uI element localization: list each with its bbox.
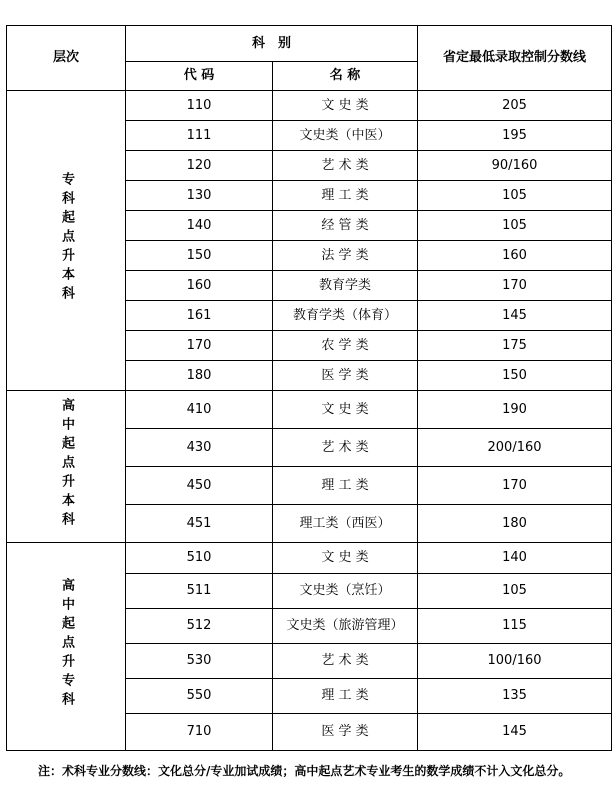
header-category: 科 别: [126, 26, 418, 62]
score-cell: 145: [418, 301, 612, 331]
score-cell: 105: [418, 574, 612, 609]
name-cell: 文史类（旅游管理）: [273, 609, 418, 644]
code-cell: 450: [126, 467, 273, 505]
footnote: 注：术科专业分数线：文化总分/专业加试成绩；高中起点艺术专业考生的数学成绩不计入文化总分。: [38, 764, 571, 778]
code-cell: 180: [126, 361, 273, 391]
score-cell: 170: [418, 467, 612, 505]
name-cell: 文史类（中医）: [273, 121, 418, 151]
name-cell: 理 工 类: [273, 181, 418, 211]
score-cell: 90/160: [418, 151, 612, 181]
score-cell: 180: [418, 505, 612, 543]
score-cell: 115: [418, 609, 612, 644]
score-cell: 175: [418, 331, 612, 361]
name-cell: 艺 术 类: [273, 644, 418, 679]
score-cell: 105: [418, 211, 612, 241]
code-cell: 160: [126, 271, 273, 301]
score-cell: 200/160: [418, 429, 612, 467]
code-cell: 430: [126, 429, 273, 467]
header-level: 层次: [7, 26, 126, 91]
code-cell: 451: [126, 505, 273, 543]
code-cell: 410: [126, 391, 273, 429]
name-cell: 农 学 类: [273, 331, 418, 361]
level-cell: [7, 543, 126, 751]
name-cell: 理工类（西医）: [273, 505, 418, 543]
score-cell: 190: [418, 391, 612, 429]
code-cell: 140: [126, 211, 273, 241]
name-cell: 文 史 类: [273, 543, 418, 574]
level-cell: [7, 91, 126, 391]
admission-score-table: [6, 25, 612, 751]
score-cell: 150: [418, 361, 612, 391]
code-cell: 150: [126, 241, 273, 271]
table-row: [7, 543, 612, 574]
score-cell: 160: [418, 241, 612, 271]
code-cell: 130: [126, 181, 273, 211]
name-cell: 文史类（烹饪）: [273, 574, 418, 609]
name-cell: 理 工 类: [273, 467, 418, 505]
level-label: 高中起点升专科: [59, 578, 74, 711]
code-cell: 170: [126, 331, 273, 361]
name-cell: 医 学 类: [273, 714, 418, 751]
code-cell: 120: [126, 151, 273, 181]
level-label: 专科起点升本科: [59, 172, 74, 305]
code-cell: 550: [126, 679, 273, 714]
code-cell: 510: [126, 543, 273, 574]
code-cell: 530: [126, 644, 273, 679]
name-cell: 经 管 类: [273, 211, 418, 241]
header-name: 名 称: [273, 62, 418, 91]
score-cell: 195: [418, 121, 612, 151]
table-row: [7, 91, 612, 121]
code-cell: 161: [126, 301, 273, 331]
table-row: [7, 391, 612, 429]
code-cell: 511: [126, 574, 273, 609]
name-cell: 医 学 类: [273, 361, 418, 391]
code-cell: 111: [126, 121, 273, 151]
score-cell: 145: [418, 714, 612, 751]
name-cell: 文 史 类: [273, 91, 418, 121]
table-body: [7, 91, 612, 751]
score-cell: 135: [418, 679, 612, 714]
level-cell: [7, 391, 126, 543]
score-cell: 100/160: [418, 644, 612, 679]
name-cell: 教育学类（体育）: [273, 301, 418, 331]
score-cell: 140: [418, 543, 612, 574]
code-cell: 110: [126, 91, 273, 121]
code-cell: 710: [126, 714, 273, 751]
header-code: 代 码: [126, 62, 273, 91]
name-cell: 文 史 类: [273, 391, 418, 429]
header-score: 省定最低录取控制分数线: [418, 26, 612, 91]
level-label: 高中起点升本科: [59, 398, 74, 531]
score-cell: 170: [418, 271, 612, 301]
score-cell: 205: [418, 91, 612, 121]
name-cell: 教育学类: [273, 271, 418, 301]
score-cell: 105: [418, 181, 612, 211]
name-cell: 艺 术 类: [273, 429, 418, 467]
code-cell: 512: [126, 609, 273, 644]
name-cell: 理 工 类: [273, 679, 418, 714]
name-cell: 艺 术 类: [273, 151, 418, 181]
name-cell: 法 学 类: [273, 241, 418, 271]
